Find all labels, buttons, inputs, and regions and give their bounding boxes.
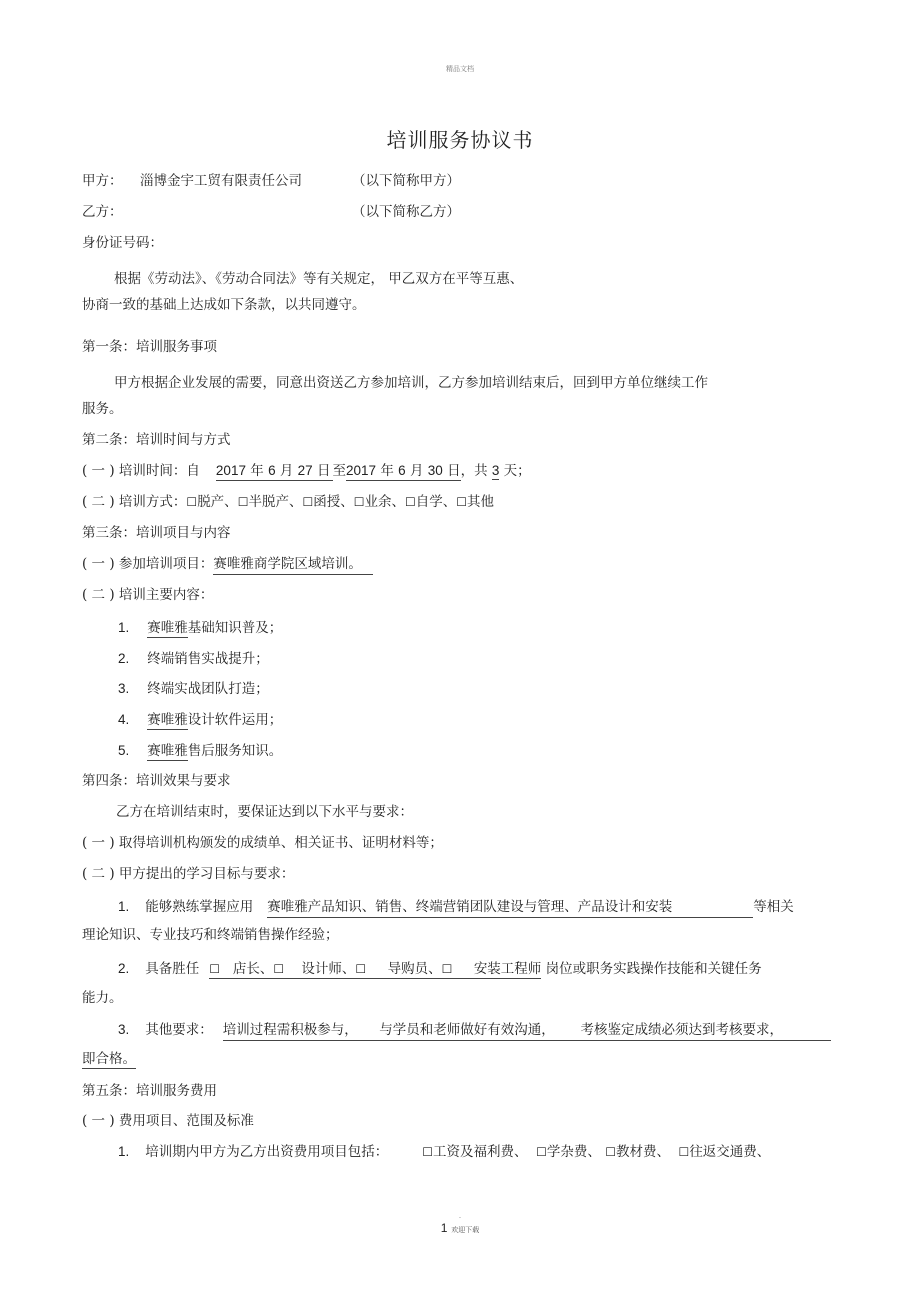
- footer-text: 欢迎下载: [451, 1226, 480, 1234]
- training-project-line: [82, 555, 373, 575]
- checkbox-icon[interactable]: ☐: [605, 1145, 616, 1159]
- roles-underlined: [209, 961, 541, 979]
- content-item: [118, 742, 282, 760]
- page-footer: [0, 1221, 920, 1235]
- fee-label: 工资及福利费、: [433, 1144, 528, 1160]
- role-label: 安装工程师: [473, 961, 542, 977]
- content-item-text: 终端实战团队打造；: [147, 681, 269, 697]
- checkbox-icon[interactable]: ☐: [237, 495, 249, 509]
- goal-1-line-1: [118, 898, 794, 918]
- checkbox-icon[interactable]: ☐: [209, 962, 221, 976]
- article-4-intro: 乙方在培训结束时，要保证达到以下水平与要求：: [116, 804, 413, 820]
- goal-3-underlined: 培训过程需积极参与， 与学员和老师做好有效沟通， 考核鉴定成绩必须达到考核要求，: [223, 1021, 831, 1041]
- goal-3-line-2-wrap: [82, 1050, 136, 1068]
- content-item-text: 基础知识普及；: [187, 620, 283, 636]
- training-total-days: 3: [491, 463, 500, 478]
- goal-1-line-2: 理论知识、专业技巧和终端销售操作经验；: [82, 927, 339, 943]
- goal-text: 等相关: [753, 899, 794, 915]
- content-item-number: 2.: [118, 651, 130, 666]
- goal-text: 岗位或职务实践操作技能和关键任务: [545, 961, 762, 977]
- checkbox-icon[interactable]: ☐: [186, 495, 198, 509]
- mode-label: 函授、: [313, 494, 354, 510]
- training-mode-line: [82, 493, 494, 511]
- intro-line-1: 根据《劳动法》、《劳动合同法》等有关规定， 甲乙双方在平等互惠、: [114, 271, 524, 287]
- fee-label: 往返交通费、: [689, 1144, 771, 1160]
- fee-label: 教材费、: [615, 1144, 670, 1160]
- article-4-heading: 第四条：培训效果与要求: [82, 773, 231, 789]
- fee-item-number: 1.: [118, 1144, 130, 1159]
- party-a-note: （以下简称甲方）: [352, 173, 460, 189]
- goal-text: 具备胜任: [145, 961, 200, 977]
- content-item-number: 4.: [118, 712, 130, 727]
- goal-number: 3.: [118, 1022, 130, 1037]
- fee-item-text: 培训期内甲方为乙方出资费用项目包括：: [145, 1144, 389, 1160]
- content-item-number: 3.: [118, 681, 130, 696]
- goal-3-line-1: [118, 1021, 831, 1041]
- training-time-prefix: ( 一 ) 培训时间：自: [82, 463, 200, 479]
- goal-1-underlined: 赛唯雅产品知识、销售、终端营销团队建设与管理、产品设计和安装: [267, 898, 753, 918]
- training-project: 赛唯雅商学院区域培训。: [213, 555, 373, 575]
- brand-name: 赛唯雅: [147, 712, 188, 728]
- goal-text: 能够熟练掌握应用: [145, 899, 254, 915]
- article-1-line-2: 服务。: [82, 401, 123, 417]
- id-number-label: 身份证号码：: [82, 235, 163, 251]
- role-label: 店长、: [232, 961, 274, 977]
- page-number: 1: [440, 1221, 448, 1235]
- article-2-heading: 第二条：培训时间与方式: [82, 432, 231, 448]
- content-item: [118, 619, 282, 637]
- document-title: 培训服务协议书: [386, 128, 534, 152]
- fee-subsection-1: ( 一 ) 费用项目、范围及标准: [82, 1113, 254, 1129]
- article-5-heading: 第五条：培训服务费用: [82, 1083, 217, 1099]
- article-1-line-1: 甲方根据企业发展的需要，同意出资送乙方参加培训，乙方参加培训结束后，回到甲方单位继续工作: [114, 375, 708, 391]
- checkbox-icon[interactable]: ☐: [441, 962, 453, 976]
- content-item-text: 设计软件运用；: [187, 712, 283, 728]
- brand-name: 赛唯雅: [147, 620, 188, 636]
- checkbox-icon[interactable]: ☐: [355, 962, 367, 976]
- brand-name: 赛唯雅: [147, 743, 188, 759]
- page-header: 精品文档: [446, 65, 474, 73]
- goal-3-line-2: 即合格。: [82, 1051, 136, 1067]
- training-end-date: 2017 年 6 月 30 日: [346, 463, 461, 479]
- role-label: 设计师、: [301, 961, 356, 977]
- article-1-heading: 第一条：培训服务事项: [82, 339, 217, 355]
- requirement-1: ( 一 ) 取得培训机构颁发的成绩单、相关证书、证明材料等；: [82, 835, 443, 851]
- mode-label: 半脱产、: [248, 494, 303, 510]
- footer-dot: .: [458, 1212, 462, 1220]
- mode-label: 自学、: [415, 494, 457, 510]
- content-item: [118, 711, 282, 729]
- goal-text: 其他要求：: [145, 1022, 213, 1038]
- party-b-label: 乙方：: [82, 204, 123, 220]
- content-item: [118, 680, 269, 698]
- training-project-prefix: ( 一 ) 参加培训项目：: [82, 556, 214, 572]
- checkbox-icon[interactable]: ☐: [678, 1145, 690, 1159]
- fee-label: 学杂费、: [546, 1144, 601, 1160]
- content-item-text: 终端销售实战提升；: [147, 651, 269, 667]
- requirement-2: ( 二 ) 甲方提出的学习目标与要求：: [82, 866, 295, 882]
- training-mode-prefix: ( 二 ) 培训方式：: [82, 494, 187, 510]
- party-a-label: 甲方：: [82, 173, 123, 189]
- checkbox-icon[interactable]: ☐: [353, 495, 365, 509]
- checkbox-icon[interactable]: ☐: [273, 962, 285, 976]
- role-label: 导购员、: [387, 961, 442, 977]
- mode-label: 其他: [467, 494, 495, 510]
- checkbox-icon[interactable]: ☐: [536, 1145, 547, 1159]
- training-start-date: 2017 年 6 月 27 日: [215, 463, 331, 479]
- goal-number: 1.: [118, 899, 130, 914]
- article-3-heading: 第三条：培训项目与内容: [82, 525, 231, 541]
- mode-label: 脱产、: [197, 494, 238, 510]
- training-time-line: ( 一 ) 培训时间：自 2017 年 6 月 27 日 至2017 年 6 月 30 日，共 3 天；: [82, 463, 531, 479]
- party-b-note: （以下简称乙方）: [352, 204, 460, 220]
- training-content-prefix: ( 二 ) 培训主要内容：: [82, 587, 214, 603]
- content-item-number: 5.: [118, 743, 130, 758]
- checkbox-icon[interactable]: ☐: [422, 1145, 434, 1159]
- checkbox-icon[interactable]: ☐: [302, 495, 314, 509]
- content-item-number: 1.: [118, 620, 130, 635]
- goal-2-line-1: [118, 960, 762, 978]
- party-a-name: 淄博金宇工贸有限责任公司: [140, 173, 302, 189]
- fee-item-1: [118, 1143, 770, 1161]
- checkbox-icon[interactable]: ☐: [404, 495, 416, 509]
- goal-number: 2.: [118, 961, 130, 976]
- content-item: [118, 650, 269, 668]
- intro-line-2: 协商一致的基础上达成如下条款，以共同遵守。: [82, 297, 366, 313]
- training-time-to: 至: [332, 463, 346, 479]
- mode-label: 业余、: [364, 494, 405, 510]
- content-item-text: 售后服务知识。: [187, 743, 283, 759]
- goal-2-line-2: 能力。: [82, 990, 123, 1006]
- checkbox-icon[interactable]: ☐: [456, 495, 468, 509]
